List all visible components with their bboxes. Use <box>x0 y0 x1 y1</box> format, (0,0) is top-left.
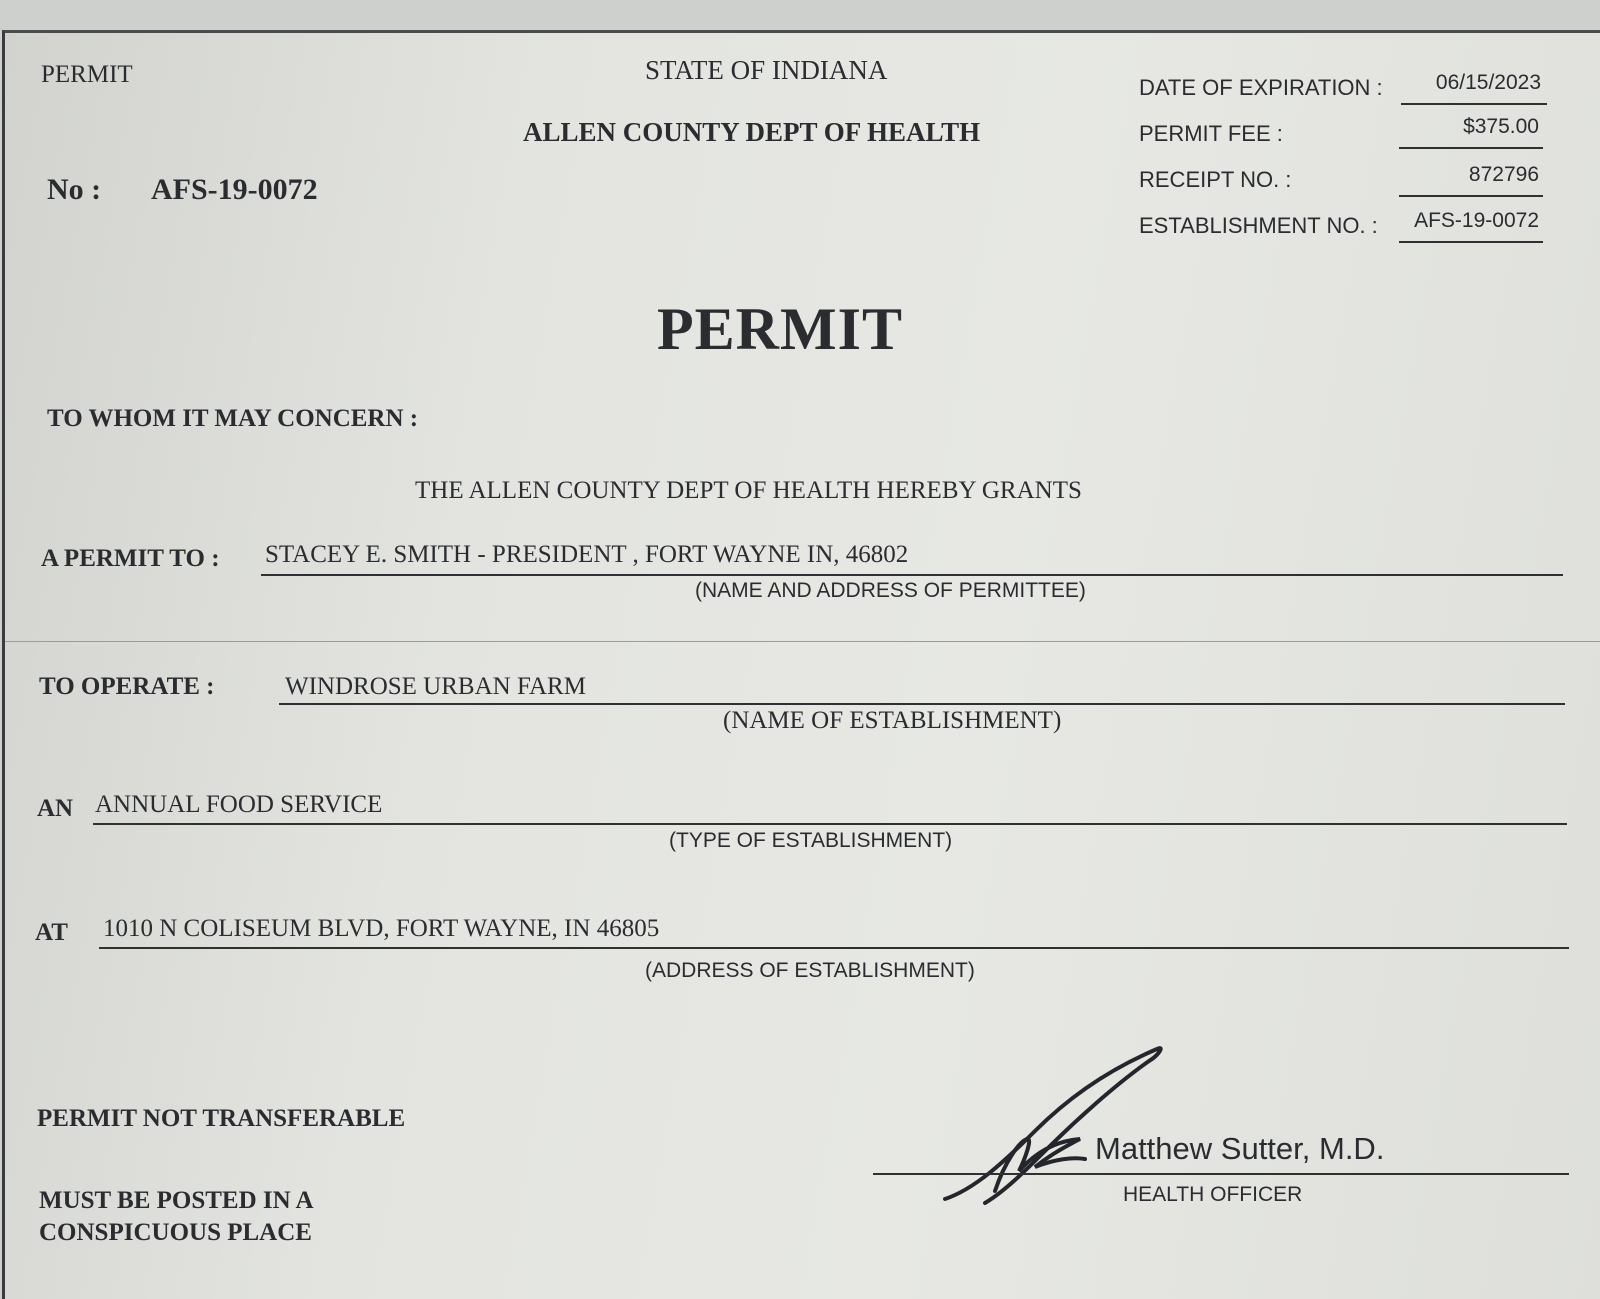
posting-notice-line1: MUST BE POSTED IN A <box>39 1187 314 1214</box>
receipt-label: RECEIPT NO. : <box>1139 167 1292 192</box>
signature-rule <box>873 1173 1569 1175</box>
type-label: AN <box>37 795 74 822</box>
permit-fee-label: PERMIT FEE : <box>1139 121 1283 146</box>
establishment-name-caption: (NAME OF ESTABLISHMENT) <box>723 707 1062 734</box>
establishment-no-value: AFS-19-0072 <box>1414 209 1539 232</box>
state-heading: STATE OF INDIANA <box>645 55 888 85</box>
signer-title: HEALTH OFFICER <box>1123 1183 1303 1206</box>
document-title: PERMIT <box>657 296 903 362</box>
establishment-type-value: ANNUAL FOOD SERVICE <box>95 791 383 818</box>
permit-number-label: No : <box>47 173 102 206</box>
grant-statement: THE ALLEN COUNTY DEPT OF HEALTH HEREBY GRANTS <box>415 477 1082 504</box>
permittee-rule <box>261 574 1563 576</box>
establishment-name-value: WINDROSE URBAN FARM <box>285 673 586 700</box>
posting-notice-line2: CONSPICUOUS PLACE <box>39 1219 312 1246</box>
establishment-no-rule <box>1399 241 1543 243</box>
permit-number-value: AFS-19-0072 <box>151 173 318 206</box>
permittee-caption: (NAME AND ADDRESS OF PERMITTEE) <box>695 579 1086 602</box>
permit-document <box>2 30 1600 1299</box>
establishment-address-value: 1010 N COLISEUM BLVD, FORT WAYNE, IN 46805 <box>103 915 660 942</box>
signer-name: Matthew Sutter, M.D. <box>1095 1131 1385 1166</box>
operate-label: TO OPERATE : <box>39 673 215 700</box>
establishment-address-rule <box>99 947 1569 949</box>
permit-fee-value: $375.00 <box>1463 115 1539 138</box>
address-label: AT <box>35 919 68 946</box>
not-transferable-notice: PERMIT NOT TRANSFERABLE <box>37 1105 406 1132</box>
permittee-value: STACEY E. SMITH - PRESIDENT , FORT WAYNE IN, 46802 <box>265 541 909 568</box>
permit-corner-label: PERMIT <box>41 61 133 88</box>
establishment-name-rule <box>279 703 1565 705</box>
expiration-value: 06/15/2023 <box>1435 71 1541 94</box>
establishment-type-caption: (TYPE OF ESTABLISHMENT) <box>669 829 953 852</box>
receipt-value: 872796 <box>1468 163 1539 186</box>
establishment-type-rule <box>93 823 1567 825</box>
permit-fee-rule <box>1399 147 1543 149</box>
receipt-rule <box>1399 195 1543 197</box>
establishment-no-label: ESTABLISHMENT NO. : <box>1139 213 1378 238</box>
department-heading: ALLEN COUNTY DEPT OF HEALTH <box>523 117 981 147</box>
salutation: TO WHOM IT MAY CONCERN : <box>47 405 419 432</box>
fold-line <box>5 641 1600 642</box>
permit-to-label: A PERMIT TO : <box>41 545 220 572</box>
expiration-rule <box>1401 103 1547 105</box>
establishment-address-caption: (ADDRESS OF ESTABLISHMENT) <box>645 959 975 982</box>
expiration-label: DATE OF EXPIRATION : <box>1139 75 1383 100</box>
